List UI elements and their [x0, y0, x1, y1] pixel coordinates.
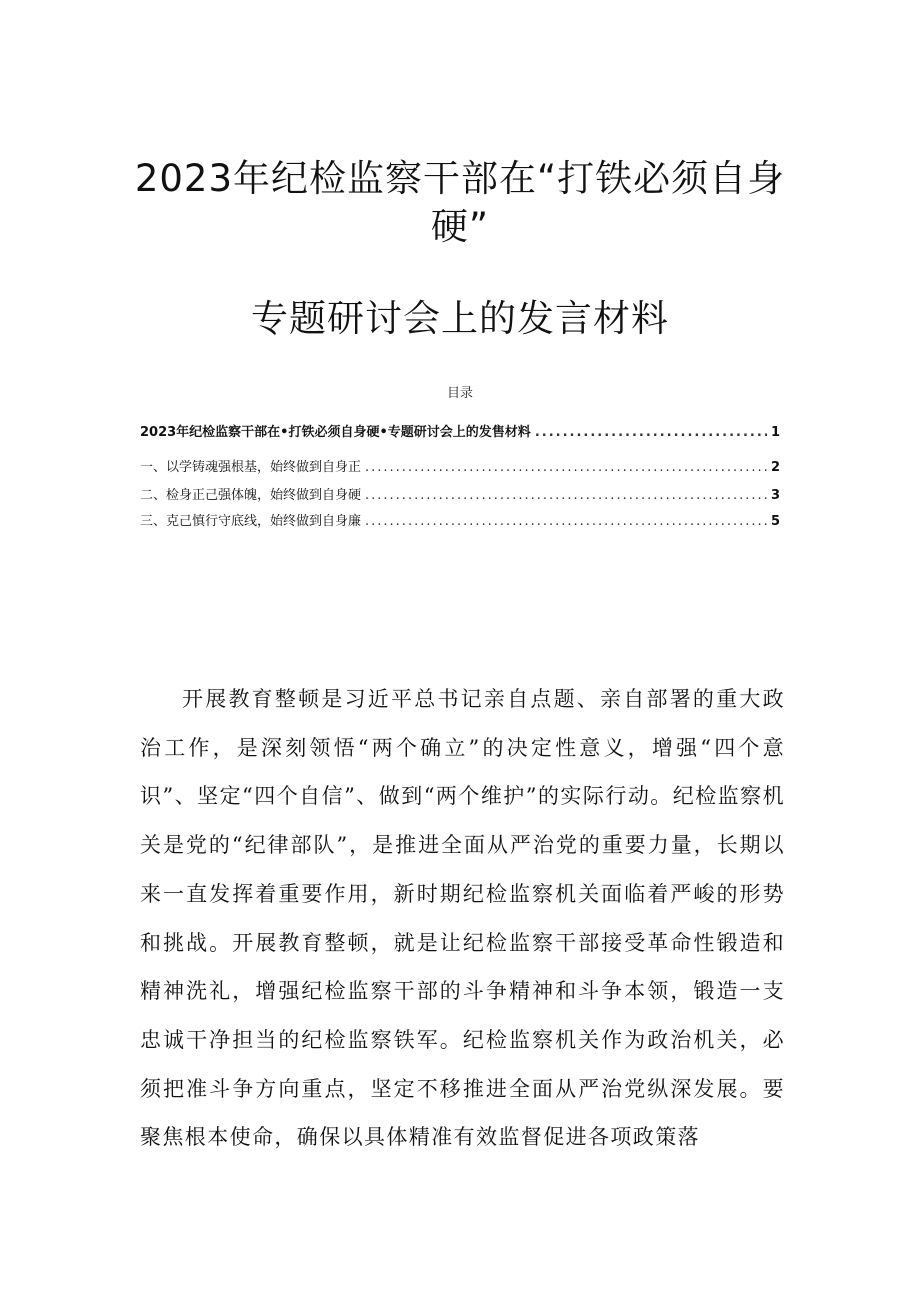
- toc-leader-dots: [365, 460, 767, 475]
- document-title-line-1: 2023年纪检监察干部在“打铁必须自身: [134, 157, 786, 200]
- toc-entry-page: 3: [770, 488, 780, 503]
- toc-leader-dots: [535, 425, 767, 440]
- toc-entry-label: 2023年纪检监察干部在•打铁必须自身硬•专题研讨会上的发售材料: [140, 425, 531, 440]
- document-subtitle: 专题研讨会上的发言材料: [251, 297, 669, 340]
- toc-entry-main[interactable]: [140, 421, 780, 441]
- document-title-line-2: 硬”: [430, 205, 490, 248]
- toc-leader-dots: [365, 514, 767, 529]
- toc-entry-section-2[interactable]: [140, 484, 780, 504]
- toc-entry-page: 2: [770, 460, 780, 475]
- toc-entry-section-3[interactable]: [140, 510, 780, 530]
- toc-entry-page: 5: [770, 514, 780, 529]
- toc-entry-label: 二、检身正己强体魄，始终做到自身硬: [140, 488, 362, 503]
- toc-entry-section-1[interactable]: [140, 456, 780, 476]
- body-paragraph: 开展教育整顿是习近平总书记亲自点题、亲自部署的重大政治工作，是深刻领悟“两个确立”的决定性意义，增强“四个意识”、坚定“四个自信”、做到“两个维护”的实际行动。纪检监察机关是党的“纪律部队”，是推进全面从严治党的重要力量，长期以来一直发挥着重要作用，新时期纪检监察机关面临着严峻的形势和挑战。开展教育整顿，就是让纪检监察干部接受革命性锻造和精神洗礼，增强纪检监察干部的斗争精神和斗争本领，锻造一支忠诚干净担当的纪检监察铁军。纪检监察机关作为政治机关，必须把准斗争方向重点，坚定不移推进全面从严治党纵深发展。要聚焦根本使命，确保以具体精准有效监督促进各项政策落: [140, 687, 785, 1150]
- toc-leader-dots: [365, 488, 767, 503]
- toc-heading: 目录: [446, 386, 473, 401]
- toc-entry-page: 1: [770, 425, 780, 440]
- toc-entry-label: 一、以学铸魂强根基，始终做到自身正: [140, 460, 362, 475]
- toc-entry-label: 三、克己慎行守底线，始终做到自身廉: [140, 514, 362, 529]
